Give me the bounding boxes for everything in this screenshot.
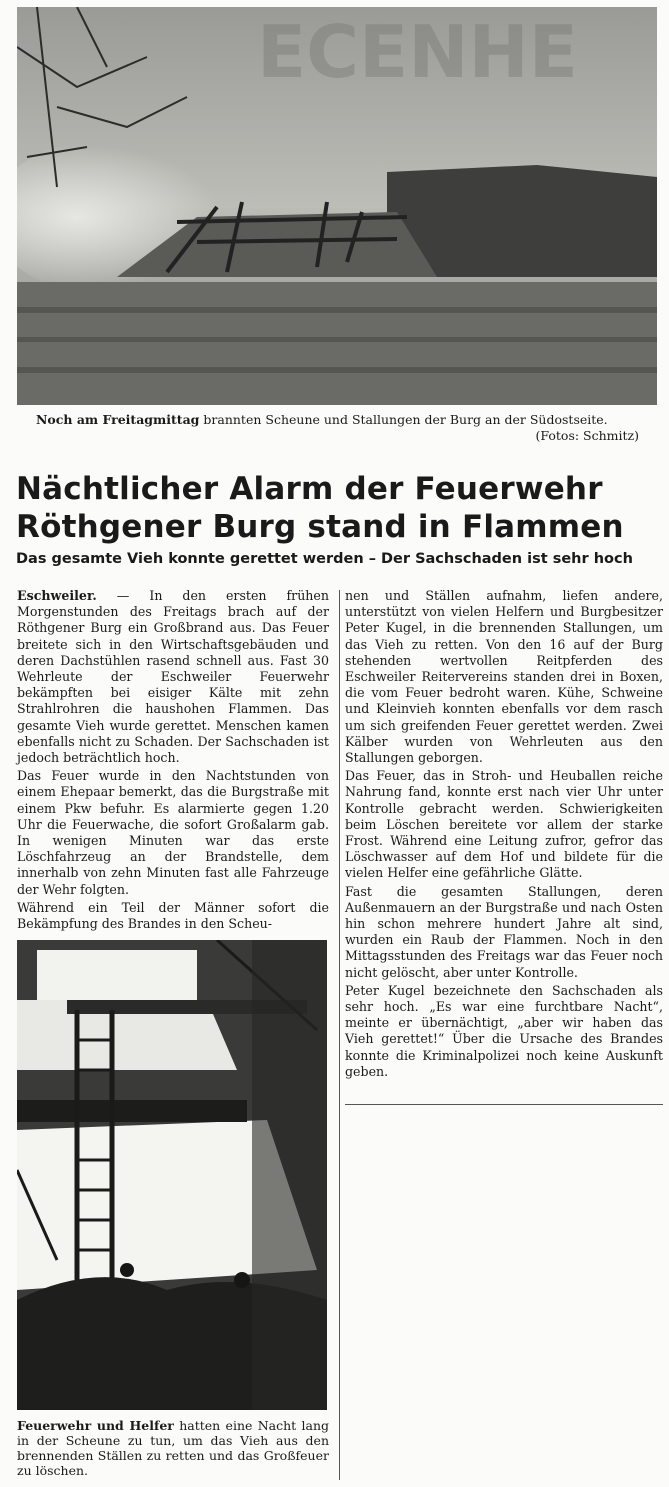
article-paragraph-6: Fast die gesamten Stallungen, deren Außenmauern an der Burgstraße und nach Osten hin schon mehrere hundert Jahre alt sind, wurden ein Raub der Flammen. Noch in den Mittagsstunden des Freitags war das Feuer noch nicht gelöscht, aber unter Kontrolle.: [345, 883, 663, 980]
bottom-photo-firefighters: [17, 940, 327, 1410]
article-column-left: [17, 588, 329, 934]
article-paragraph-4: nen und Ställen aufnahm, liefen andere, unterstützt von vielen Helfern und Burgbesitzer Peter Kugel, in die brennenden Stallungen, um das Vieh zu retten. Von den 16 auf der Burg stehenden wertvollen Reitpferden des Eschweiler Reitervereins standen drei in Boxen, die vom Feuer bedroht waren. Kühe, Schweine und Kleinvieh konnten ebenfalls vor dem rasch um sich greifenden Feuer gerettet werden. Zwei Kälber wurden von Wehrleuten aus den Stallungen geborgen.: [345, 588, 663, 766]
dateline: Eschweiler.: [17, 588, 97, 603]
column-divider: [339, 590, 340, 1480]
article-paragraph-2: Das Feuer wurde in den Nachtstunden von einem Ehepaar bemerkt, das die Burgstraße mit einem Pkw befuhr. Es alarmierte gegen 1.20 Uhr die Feuerwache, die sofort Großalarm gab. In wenigen Minuten war das erste Löschfahrzeug an der Brandstelle, dem innerhalb von zehn Minuten fast alle Fahrzeuge der Wehr folgten.: [17, 768, 329, 897]
bottom-photo-caption: [17, 1418, 329, 1478]
article-end-rule: [345, 1104, 663, 1105]
top-photo-caption: [36, 412, 638, 427]
article-column-right: [345, 588, 663, 1082]
article-paragraph-7: Peter Kugel bezeichnete den Sachschaden als sehr hoch. „Es war eine furchtbare Nacht“, meinte er übernächtigt, „aber wir haben das Vieh gerettet!“ Über die Ursache des Brandes konnte die Kriminalpolizei noch keine Auskunft geben.: [345, 982, 663, 1079]
top-caption-text: brannten Scheune und Stallungen der Burg an der Südostseite.: [203, 412, 608, 427]
photo-credit: (Fotos: Schmitz): [535, 428, 639, 443]
top-photo-burning-barn: [17, 7, 657, 405]
article-paragraph-1: Eschweiler. — In den ersten frühen Morgenstunden des Freitags brach auf der Röthgener Burg ein Großbrand aus. Das Feuer breitete sich in den Wirtschaftsgebäuden und deren Dachstühlen rasend schnell aus. Fast 30 Wehrleute der Eschweiler Feuerwehr bekämpften bei eisiger Kälte mit zehn Strahlrohren die haushohen Flammen. Das gesamte Vieh wurde gerettet. Menschen kamen ebenfalls nicht zu Schaden. Der Sachschaden ist jedoch beträchtlich hoch.: [17, 588, 329, 766]
svg-text:ECENHE: ECENHE: [257, 10, 578, 94]
article-paragraph-5: Das Feuer, das in Stroh- und Heuballen reiche Nahrung fand, konnte erst nach vier Uhr unter Kontrolle gebracht werden. Schwierigkeiten beim Löschen bereitete vor allem der starke Frost. Während eine Leitung zufror, gefror das Löschwasser auf dem Hof und bildete für die vielen Helfer eine gefährliche Glätte.: [345, 768, 663, 881]
subheadline: Das gesamte Vieh konnte gerettet werden – Der Sachschaden ist sehr hoch: [16, 551, 633, 567]
headline-line-2: Röthgener Burg stand in Flammen: [16, 509, 624, 545]
article-paragraph-3: Während ein Teil der Männer sofort die Bekämpfung des Brandes in den Scheu-: [17, 899, 329, 932]
bottom-caption-bold: Feuerwehr und Helfer: [17, 1418, 174, 1433]
headline-line-1: Nächtlicher Alarm der Feuerwehr: [16, 471, 603, 507]
top-caption-bold: Noch am Freitagmittag: [36, 412, 200, 427]
bottom-caption-text: hatten eine Nacht lang in der Scheune zu tun, um das Vieh aus den brennenden Ställen zu retten und das Großfeuer zu löschen.: [17, 1418, 329, 1478]
